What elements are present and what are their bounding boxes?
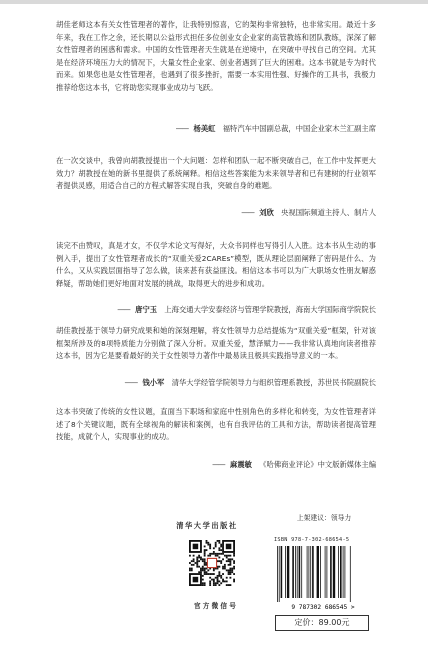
isbn-number: ISBN 978-7-302-68654-5 xyxy=(274,537,350,543)
endorser-title: 清华大学经管学院领导力与组织管理系教授，苏世民书院副院长 xyxy=(171,378,376,387)
attribution-dash: —— xyxy=(212,460,225,469)
attribution-dash: —— xyxy=(124,378,138,387)
endorser-name: 钱小军 xyxy=(142,378,165,387)
shelf-suggestion: 上架建议：领导力 xyxy=(296,514,352,522)
endorsement-text-1: 胡佳老师这本有关女性管理者的著作，让我特别惊喜，它的架构非常独特，也非常实用。最近十多年来，我在工作之余，还长期以公益形式担任多位创业女企业家的高管教练和团队教练，深深了解女性管理者的困惑和需求。中国的女性管理者天生就是在逆境中，在突破中寻找自己的空间。尤其是在经济环境压力大的情况下，大量女性企业家、创业者遇到了巨大的困难。这本书就是专为时代而来。如果您也是女性管理者，也遇到了很多挫折，需要一本实用性强、好操作的工具书，我极力推荐给您这本书，它将助您实现事业成功与飞跃。 xyxy=(56,20,376,92)
endorsement-attribution-3 xyxy=(117,304,376,316)
attribution-dash: —— xyxy=(175,124,189,133)
qr-code-icon xyxy=(189,540,235,586)
barcode-icon xyxy=(271,546,375,612)
endorser-name: 杨美虹 xyxy=(193,124,216,133)
barcode-digits: 9 787302 686545 > xyxy=(291,604,355,611)
endorser-title: 福特汽车中国副总裁，中国企业家木兰汇副主席 xyxy=(222,124,376,133)
endorsement-text-4: 胡佳教授基于领导力研究成果和她的深刻理解，将女性领导力总结提炼为“双重关爱”框架，针对该框架所涉及的8项特质能力分别做了深入分析。双重关爱，慧泽赋力——我非常认真地向读者推荐这本书，因为它是要看最好的关于女性领导力著作中最易读且极具实践指导意义的一本。 xyxy=(56,326,376,361)
endorser-name: 麻震敏 xyxy=(230,460,252,469)
endorser-title: 《哈佛商业评论》中文版新媒体主编 xyxy=(259,460,376,469)
endorsement-attribution-5 xyxy=(212,459,376,471)
endorsement-text-5: 这本书突破了传统的女性议题，直面当下职场和家庭中性别角色的多样化和转变，为女性管理者详述了8个关键议题，既有全球视角的解读和案例，也有自我评估的工具和方法，帮助读者提高管理技能，成就个人，实现事业的成功。 xyxy=(56,407,376,442)
endorsement-attribution-4 xyxy=(125,377,376,389)
endorsement-attribution-1 xyxy=(176,123,376,135)
publisher-name: 清华大学出版社 xyxy=(176,521,238,530)
endorsement-text-3: 读完不由赞叹，真是才女，不仅学术论文写得好，大众书同样也写得引人入胜。这本书从生动的事例入手，提出了女性管理者成长的“双重关爱2CAREs”模型，既从理论层面阐释了密码是什么、为什么，又从实践层面指导了怎么做，读来甚有获益匪浅。相信这本书可以为广大职场女性朋友解惑释疑，帮助她们更好地面对发展的挑战，取得更大的进步和成功。 xyxy=(56,241,376,288)
wechat-qr-code xyxy=(189,540,235,586)
wechat-label: 官方微信号 xyxy=(194,602,238,610)
endorsement-attribution-2 xyxy=(241,207,376,219)
top-border xyxy=(0,0,428,4)
price-label: 定价：89.00元 xyxy=(275,615,369,631)
attribution-dash: —— xyxy=(241,208,254,217)
endorser-title: 央视国际频道主持人、制片人 xyxy=(281,208,376,217)
endorser-title: 上海交通大学安泰经济与管理学院教授，海南大学国际商学院院长 xyxy=(164,305,376,314)
attribution-dash: —— xyxy=(117,305,130,314)
endorsement-text-2: 在一次交谈中，我曾向胡教授提出一个大问题：怎样和团队一起不断突破自己，在工作中发挥更大效力？胡教授在她的新书里提供了系统阐释。相信这些答案能为未来领导者和已有建树的行业领军者提供灵感，用适合自己的方程式解答实现自我，突破自身的难题。 xyxy=(56,156,376,191)
isbn-barcode xyxy=(271,546,375,612)
endorser-name: 刘欣 xyxy=(259,208,274,217)
endorser-name: 唐宁玉 xyxy=(135,305,158,314)
